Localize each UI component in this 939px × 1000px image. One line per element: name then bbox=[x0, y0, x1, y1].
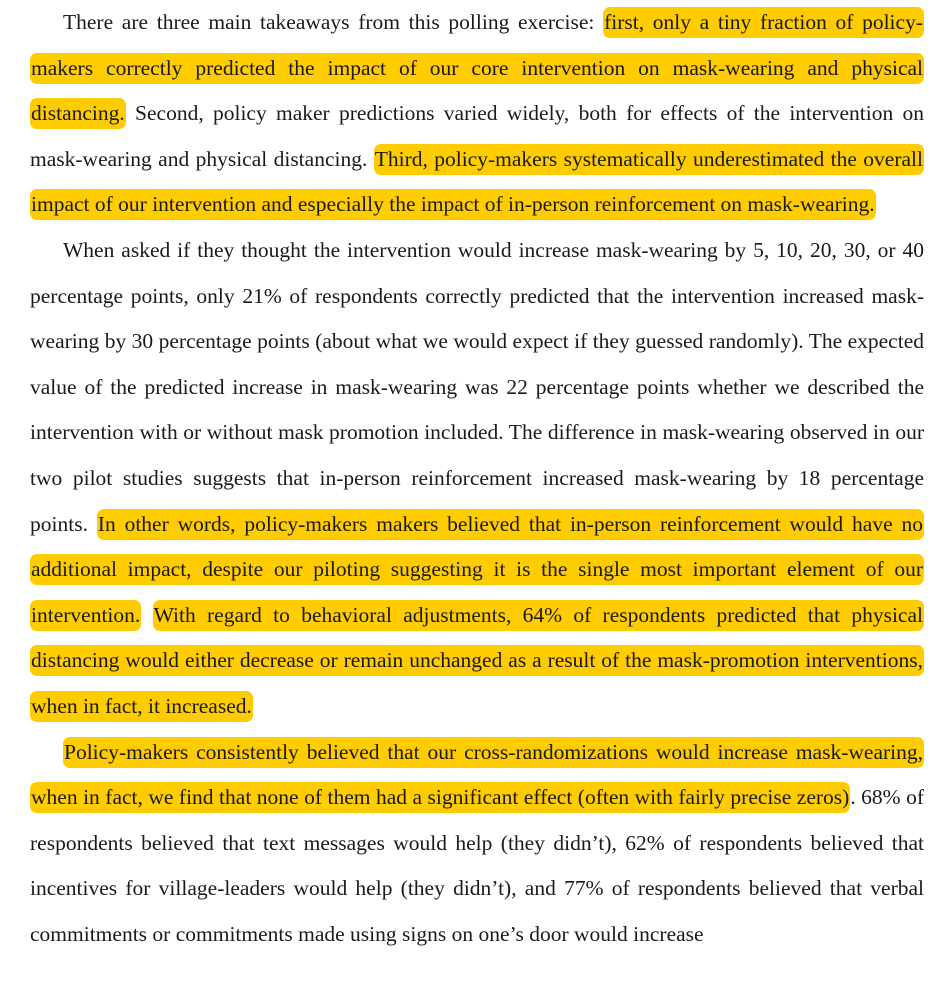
text-segment: Second, policy maker predictions varied widely, both for effects of the intervention on mask-wearing and physical distancing. bbox=[30, 101, 924, 171]
document-page bbox=[30, 0, 924, 957]
highlighted-text: In other words, policy-makers makers believed that in-person reinforcement would have no additional impact, despite our piloting suggesting it is the single most important element of our intervention. bbox=[30, 509, 924, 631]
text-segment: There are three main takeaways from this polling exercise: bbox=[63, 10, 604, 34]
paragraph-predictions bbox=[30, 228, 924, 730]
text-segment bbox=[141, 603, 152, 627]
paragraph-cross-randomizations bbox=[30, 730, 924, 958]
paragraph-takeaways bbox=[30, 0, 924, 228]
highlighted-text: first, only a tiny fraction of policy-makers correctly predicted the impact of our core intervention on mask-wearing and physical distancing. bbox=[30, 7, 924, 129]
highlighted-text: Third, policy-makers systematically underestimated the overall impact of our intervention and especially the impact of in-person reinforcement on mask-wearing. bbox=[30, 144, 924, 221]
highlighted-text: With regard to behavioral adjustments, 64% of respondents predicted that physical distancing would either decrease or remain unchanged as a result of the mask-promotion interventions, when in fact, it increased. bbox=[30, 600, 924, 722]
highlighted-text: Policy-makers consistently believed that our cross-randomizations would increase mask-wearing, when in fact, we find that none of them had a significant effect (often with fairly precise zeros) bbox=[30, 737, 924, 814]
text-segment: . 68% of respondents believed that text messages would help (they didn’t), 62% of respondents believed that incentives for village-leaders would help (they didn’t), and 77% of respondents believed that verbal commitments or commitments made using signs on one’s door would increase bbox=[30, 785, 924, 946]
text-segment: When asked if they thought the intervention would increase mask-wearing by 5, 10, 20, 30, or 40 percentage points, only 21% of respondents correctly predicted that the intervention increased mask-wearing by 30 percentage points (about what we would expect if they guessed randomly). The expected value of the predicted increase in mask-wearing was 22 percentage points whether we described the intervention with or without mask promotion included. The difference in mask-wearing observed in our two pilot studies suggests that in-person reinforcement increased mask-wearing by 18 percentage points. bbox=[30, 237, 924, 536]
